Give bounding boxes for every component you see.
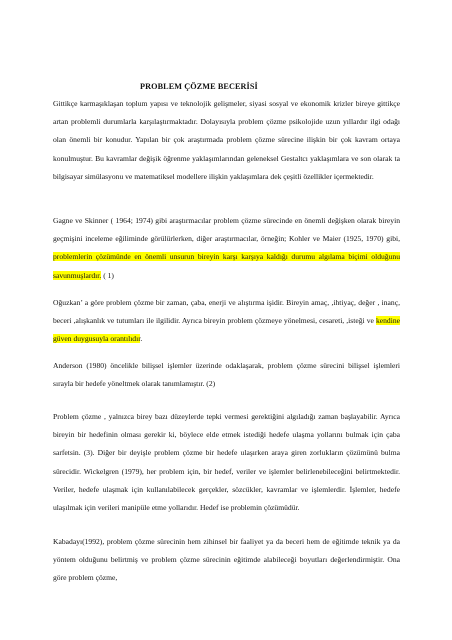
paragraph-3-text: Oğuzkan’ a göre problem çözme bir zaman, çaba, enerji ve alıştırma işidir. Bireyin amaç, ,ihtiyaç, değer , inanç, beceri ,alışkanlık ve tutumları ile ilgilidir. Ayrıca bireyin problem çözmeye yönelmesi, cesareti, ,isteği ve	[53, 298, 400, 326]
paragraph-1: Gittikçe karmaşıklaşan toplum yapısı ve teknolojik gelişmeler, siyasi sosyal ve ekonomik krizler bireye gittikçe artan problemli durumlarla karşılaştırmaktadır. Dolayısıyla problem çözme psikolojide uzun yıllardır ilgi odağı olan önemli bir konudur. Yapılan bir çok araştırmada problem çözme sürecine ilişkin bir çok kavram ortaya konulmuştur. Bu kavramlar değişik öğrenme yaklaşımlarından geleneksel Gestaltcı yaklaşımlara ve son olarak ta bilgisayar simülasyonu ve matematiksel modellere ilişkin yaklaşımlara dek çeşitli özellikler içermektedir.	[53, 99, 400, 181]
paragraph-6: Kabadayı(1992), problem çözme sürecinin hem zihinsel bir faaliyet ya da beceri hem de eğitimde teknik ya da yöntem olduğunu belirtmiş ve problem çözme sürecinin eğitimde alabileceği boyutları değerlendirmiştir. Ona göre problem çözme,	[53, 537, 400, 583]
paragraph-3	[53, 294, 400, 349]
paragraph-2	[53, 212, 400, 285]
paragraph-2-text: Gagne ve Skinner ( 1964; 1974) gibi araştırmacılar problem çözme sürecinde en önemli değişken olarak bireyin geçmişini inceleme eğiliminde görülürlerken, diğer araştırmacılar, örneğin; Kohler ve Maier (1925, 1970) gibi,	[53, 216, 400, 244]
paragraph-4: Anderson (1980) öncelikle bilişsel işlemler üzerinde odaklaşarak, problem çözme sürecini bilişsel işlemleri sırayla bir hedefe yöneltmek olarak tanımlamıştır. (2)	[53, 361, 400, 389]
document-title: PROBLEM ÇÖZME BECERİSİ	[140, 82, 258, 91]
paragraph-2-citation: ( 1)	[101, 270, 114, 280]
paragraph-2-highlight: problemlerin çözümünde en önemli unsurun bireyin karşı karşıya kaldığı durumu algılama biçimi olduğunu savunmuşlardır.	[53, 252, 400, 280]
paragraph-3-end: .	[140, 334, 143, 344]
paragraph-3-highlight: kendine güven duygusuyla orantılıdır	[53, 316, 400, 344]
paragraph-5: Problem çözme , yalnızca birey bazı düzeylerde tepki vermesi gerektiğini algıladığı zaman başlayabilir. Ayrıca bireyin bir hedefinin olması gerekir ki, böylece elde etmek istediği hedefe ulaşma yollarını bulmak için çaba sarfetsin. (3). Diğer bir deyişle problem çözme bir hedefe ulaşırken araya giren zorlukların çözümünü bulma sürecidir. Wickelgren (1979), her problem için, bir hedef, veriler ve işlemler belirlenebileceğini belirtmektedir. Veriler, hedefe ulaşmak için kullanılabilecek gerçekler, sözcükler, kavramlar ve işlemlerdir. İşlemler, hedefe ulaşılmak için verileri manipüle etme yollarıdır. Hedef ise problemin çözümüdür.	[53, 412, 400, 513]
